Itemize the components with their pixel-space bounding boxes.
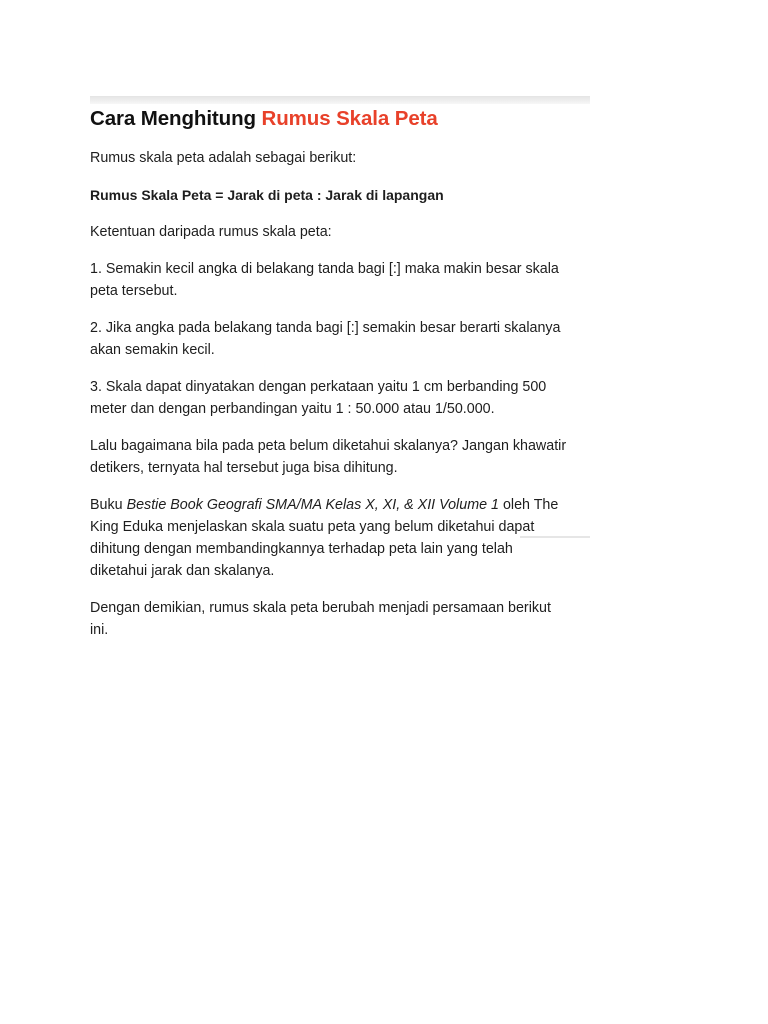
rule-1-paragraph: 1. Semakin kecil angka di belakang tanda bagi [:] maka makin besar skala peta tersebut.: [90, 261, 559, 299]
title-accent-link[interactable]: Rumus Skala Peta: [261, 107, 438, 130]
question-paragraph: Lalu bagaimana bila pada peta belum diketahui skalanya? Jangan khawatir detikers, ternyata hal tersebut juga bisa dihitung.: [90, 438, 567, 476]
article-body: [90, 106, 570, 656]
rules-intro-paragraph: Ketentuan daripada rumus skala peta:: [90, 224, 332, 240]
conclusion-paragraph: Dengan demikian, rumus skala peta berubah menjadi persamaan berikut ini.: [90, 600, 551, 638]
title-plain: Cara Menghitung: [90, 107, 256, 130]
book-suffix: oleh The King Eduka menjelaskan skala suatu peta yang belum diketahui dapat dihitung dengan membandingkannya terhadap peta lain yang telah diketahui jarak dan skalanya.: [90, 497, 559, 579]
rule-2-paragraph: 2. Jika angka pada belakang tanda bagi [:] semakin besar berarti skalanya akan semakin kecil.: [90, 320, 561, 358]
intro-paragraph: Rumus skala peta adalah sebagai berikut:: [90, 150, 357, 166]
rule-3-paragraph: 3. Skala dapat dinyatakan dengan perkataan yaitu 1 cm berbanding 500 meter dan dengan perbandingan yaitu 1 : 50.000 atau 1/50.000.: [90, 379, 547, 417]
book-prefix: Buku: [90, 497, 127, 513]
book-title: Bestie Book Geografi SMA/MA Kelas X, XI, & XII Volume 1: [126, 497, 499, 513]
book-paragraph: [90, 494, 570, 582]
header-divider: [90, 96, 590, 104]
formula-paragraph: Rumus Skala Peta = Jarak di peta : Jarak di lapangan: [90, 187, 444, 203]
article-title: [90, 106, 570, 132]
